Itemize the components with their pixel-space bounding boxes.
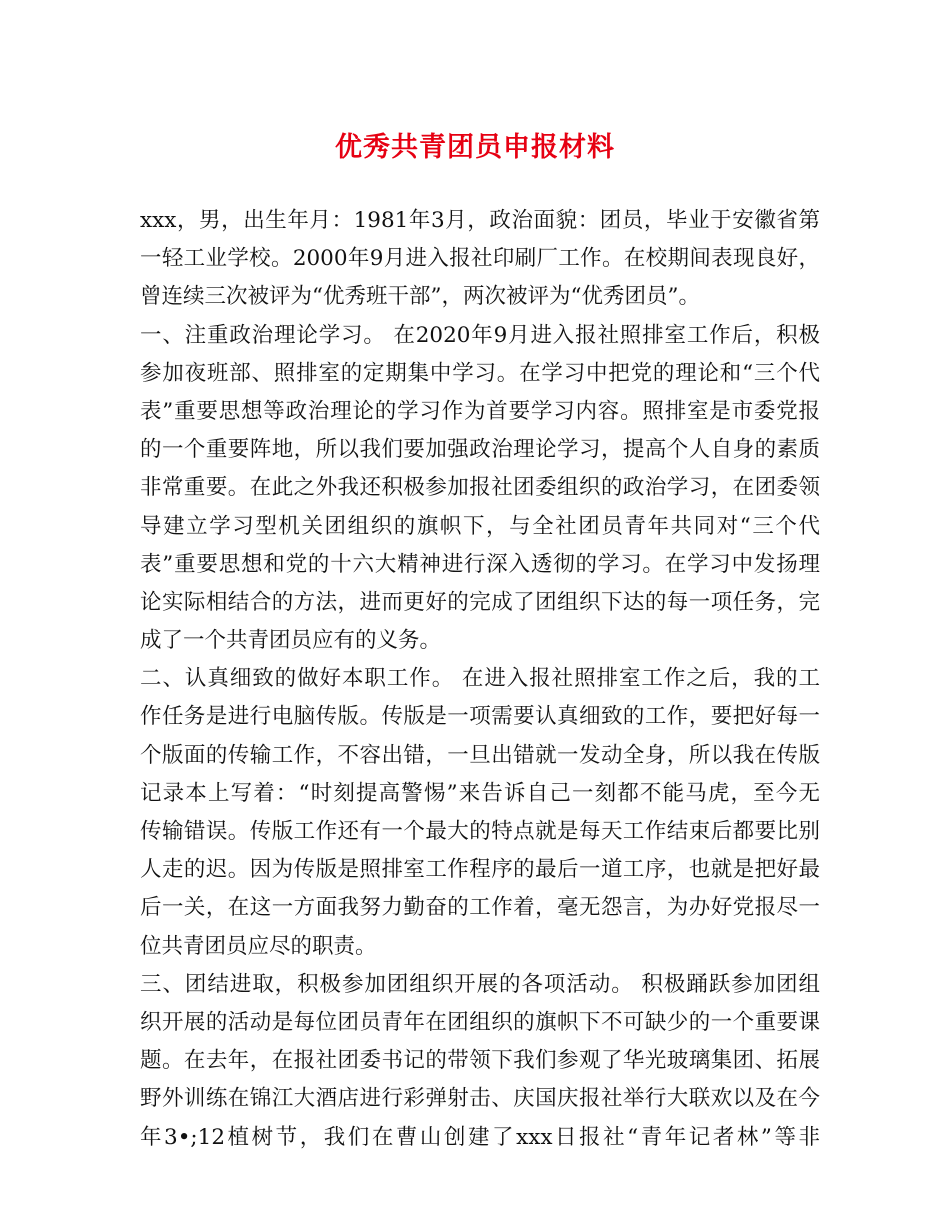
body-line: 作任务是进行电脑传版。传版是一项需要认真细致的工作，要把好每一 xyxy=(140,704,820,730)
document-body xyxy=(140,202,820,1157)
body-line: 年3•;12植树节，我们在曹山创建了xxx日报社“青年记者林”等非 xyxy=(140,1124,820,1150)
body-line: 一轻工业学校。2000年9月进入报社印刷厂工作。在校期间表现良好， xyxy=(140,246,820,272)
body-line: 成了一个共青团员应有的义务。 xyxy=(140,628,442,654)
body-line: 野外训练在锦江大酒店进行彩弹射击、庆国庆报社举行大联欢以及在今 xyxy=(140,1086,820,1112)
body-line: 位共青团员应尽的职责。 xyxy=(140,933,377,959)
body-line: 非常重要。在此之外我还积极参加报社团委组织的政治学习，在团委领 xyxy=(140,475,820,501)
body-line: 记录本上写着：“时刻提高警惕”来告诉自己一刻都不能马虎，至今无 xyxy=(140,780,820,806)
body-line: 一、注重政治理论学习。 在2020年9月进入报社照排室工作后，积极 xyxy=(140,322,820,348)
body-line: 导建立学习型机关团组织的旗帜下，与全社团员青年共同对“三个代 xyxy=(140,513,820,539)
body-line: 传输错误。传版工作还有一个最大的特点就是每天工作结束后都要比别 xyxy=(140,819,820,844)
body-line: 二、认真细致的做好本职工作。 在进入报社照排室工作之后，我的工 xyxy=(140,666,820,692)
body-line: 的一个重要阵地，所以我们要加强政治理论学习，提高个人自身的素质 xyxy=(140,437,820,463)
body-line: 论实际相结合的方法，进而更好的完成了团组织下达的每一项任务，完 xyxy=(140,589,820,615)
body-line: 后一关，在这一方面我努力勤奋的工作着，毫无怨言，为办好党报尽一 xyxy=(140,895,820,921)
body-line: 题。在去年，在报社团委书记的带领下我们参观了华光玻璃集团、拓展 xyxy=(140,1048,820,1074)
body-line: 织开展的活动是每位团员青年在团组织的旗帜下不可缺少的一个重要课 xyxy=(140,1009,820,1035)
document-title: 优秀共青团员申报材料 xyxy=(335,132,615,163)
body-line: 表”重要思想和党的十六大精神进行深入透彻的学习。在学习中发扬理 xyxy=(140,551,820,577)
body-line: 表”重要思想等政治理论的学习作为首要学习内容。照排室是市委党报 xyxy=(140,398,820,424)
body-line: 个版面的传输工作，不容出错，一旦出错就一发动全身，所以我在传版 xyxy=(140,742,820,768)
body-line: 曾连续三次被评为“优秀班干部”，两次被评为“优秀团员”。 xyxy=(140,284,700,310)
body-line: 参加夜班部、照排室的定期集中学习。在学习中把党的理论和“三个代 xyxy=(140,360,820,386)
body-line: 三、团结进取，积极参加团组织开展的各项活动。 积极踊跃参加团组 xyxy=(140,971,820,997)
body-line: 人走的迟。因为传版是照排室工作程序的最后一道工序，也就是把好最 xyxy=(140,857,820,883)
body-line: xxx，男，出生年月：1981年3月，政治面貌：团员，毕业于安徽省第 xyxy=(140,208,820,233)
